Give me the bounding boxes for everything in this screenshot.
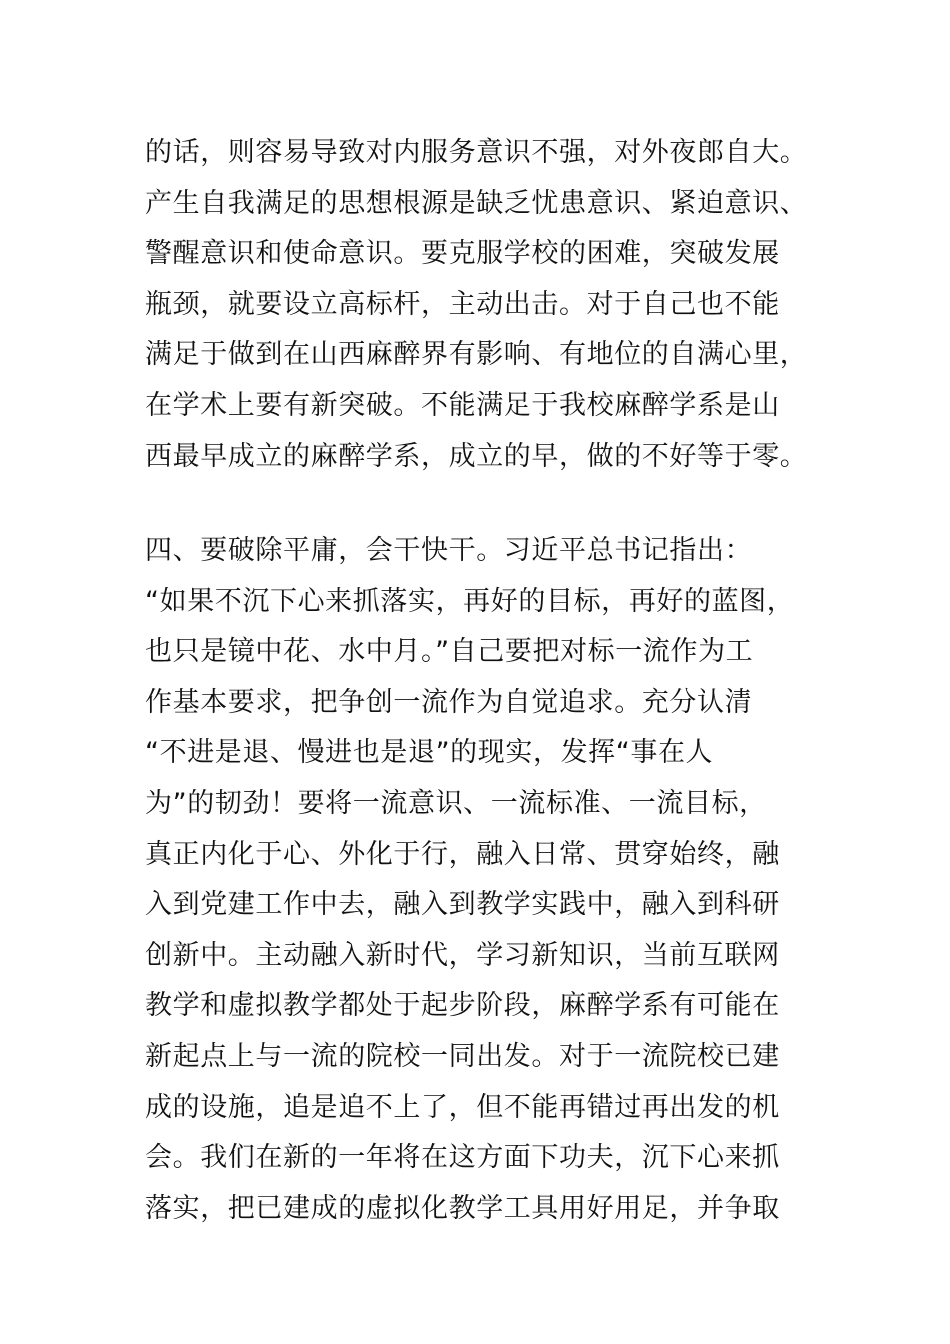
- text-line: 作基本要求，把争创一流作为自觉追求。充分认清: [145, 686, 753, 718]
- text-line: 在学术上要有新突破。不能满足于我校麻醉学系是山: [145, 389, 780, 421]
- text-line: 满足于做到在山西麻醉界有影响、有地位的自满心里，: [145, 339, 808, 371]
- text-line: 成的设施，追是追不上了，但不能再错过再出发的机: [145, 1091, 780, 1123]
- text-line: 的话，则容易导致对内服务意识不强，对外夜郎自大。: [145, 137, 808, 168]
- text-line: 新起点上与一流的院校一同出发。对于一流院校已建: [145, 1040, 780, 1072]
- paragraph-continued: [145, 128, 825, 482]
- text-line: 为”的韧劲！要将一流意识、一流标准、一流目标，: [145, 787, 767, 819]
- text-line: 创新中。主动融入新时代，学习新知识，当前互联网: [145, 939, 780, 971]
- section-heading-line: 四、要破除平庸，会干快干。习近平总书记指出：: [145, 535, 753, 566]
- text-line: 真正内化于心、外化于行，融入日常、贯穿始终，融: [145, 838, 780, 870]
- paragraph-section-four: [145, 526, 825, 1234]
- text-line: 会。我们在新的一年将在这方面下功夫，沉下心来抓: [145, 1142, 780, 1174]
- text-line: 入到党建工作中去，融入到教学实践中，融入到科研: [145, 889, 780, 921]
- text-line: 西最早成立的麻醉学系，成立的早，做的不好等于零。: [145, 440, 808, 472]
- text-line: 警醒意识和使命意识。要克服学校的困难，突破发展: [145, 238, 780, 270]
- text-line: “不进是退、慢进也是退”的现实，发挥“事在人: [145, 737, 714, 769]
- text-line: “如果不沉下心来抓落实，再好的目标，再好的蓝图，: [145, 585, 795, 617]
- text-line: 产生自我满足的思想根源是缺乏忧患意识、紧迫意识、: [145, 187, 808, 219]
- text-line: 瓶颈，就要设立高标杆，主动出击。对于自己也不能: [145, 288, 780, 320]
- text-line: 落实，把已建成的虚拟化教学工具用好用足，并争取: [145, 1192, 780, 1224]
- text-line: 教学和虚拟教学都处于起步阶段，麻醉学系有可能在: [145, 990, 780, 1022]
- text-line: 也只是镜中花、水中月。”自己要把对标一流作为工: [145, 636, 754, 668]
